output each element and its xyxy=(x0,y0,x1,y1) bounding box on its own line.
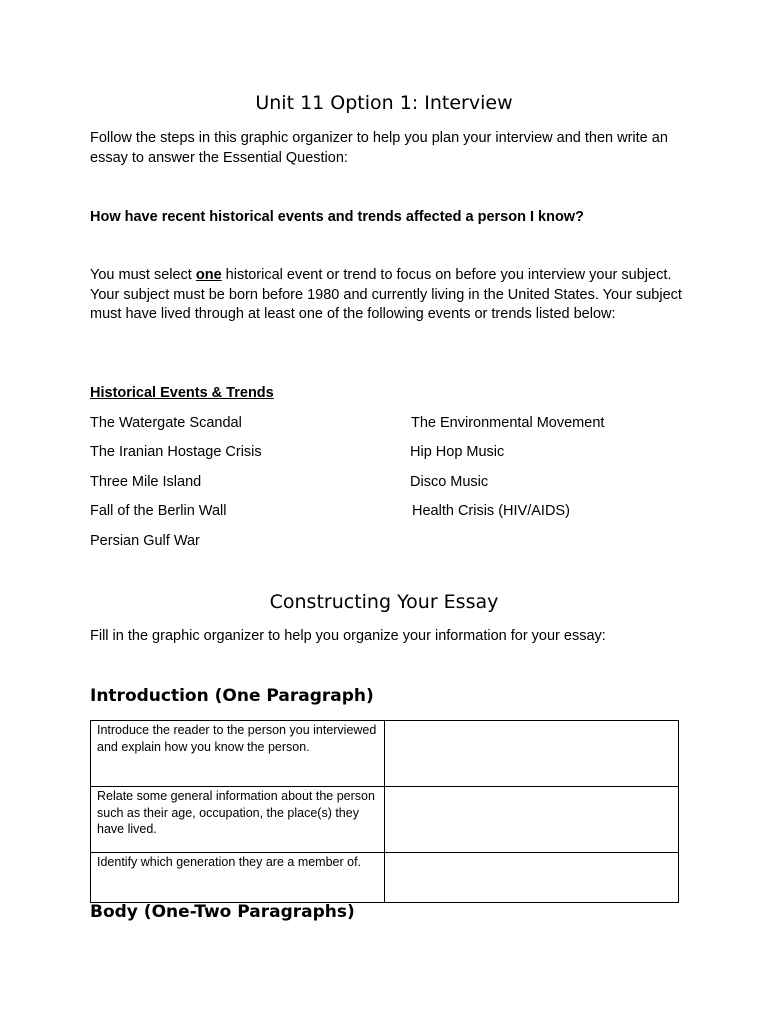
event-left-1: The Watergate Scandal xyxy=(90,415,242,431)
constructing-text: Fill in the graphic organizer to help you organize your information for your essay: xyxy=(90,628,606,644)
constructing-title: Constructing Your Essay xyxy=(269,591,499,613)
table-row xyxy=(91,787,679,853)
prompt-cell: Identify which generation they are a member of. xyxy=(91,853,385,903)
event-left-2: The Iranian Hostage Crisis xyxy=(90,444,262,460)
event-left-4: Fall of the Berlin Wall xyxy=(90,503,227,519)
prompt-cell: Relate some general information about the person such as their age, occupation, the place(s) they have lived. xyxy=(91,787,385,853)
answer-cell[interactable] xyxy=(385,787,679,853)
introduction-heading: Introduction (One Paragraph) xyxy=(90,686,374,706)
event-left-3: Three Mile Island xyxy=(90,474,202,490)
event-right-2: Hip Hop Music xyxy=(410,444,505,460)
prompt-cell: Introduce the reader to the person you interviewed and explain how you know the person. xyxy=(91,721,385,787)
event-right-1: The Environmental Movement xyxy=(411,415,605,431)
instructions-before: You must select xyxy=(90,267,196,283)
answer-cell[interactable] xyxy=(385,853,679,903)
answer-cell[interactable] xyxy=(385,721,679,787)
events-heading: Historical Events & Trends xyxy=(90,385,274,401)
intro-text: Follow the steps in this graphic organizer to help you plan your interview and then write an essay to answer the Essential Question: xyxy=(90,130,668,166)
instructions-emphasis: one xyxy=(195,267,222,283)
introduction-organizer-table xyxy=(90,720,679,903)
table-row xyxy=(91,853,679,903)
body-heading: Body (One-Two Paragraphs) xyxy=(90,902,355,922)
page-title: Unit 11 Option 1: Interview xyxy=(255,92,513,114)
event-left-5: Persian Gulf War xyxy=(90,533,200,549)
instructions xyxy=(90,266,682,325)
event-right-4: Health Crisis (HIV/AIDS) xyxy=(412,503,570,519)
instructions-after: historical event or trend to focus on before you interview your subject. Your subject must be born before 1980 and currently living in the United States. Your subject must have lived through at least one of the following events or trends listed below: xyxy=(90,267,682,322)
essential-question: How have recent historical events and trends affected a person I know? xyxy=(90,209,584,225)
event-right-3: Disco Music xyxy=(410,474,489,490)
table-row xyxy=(91,721,679,787)
